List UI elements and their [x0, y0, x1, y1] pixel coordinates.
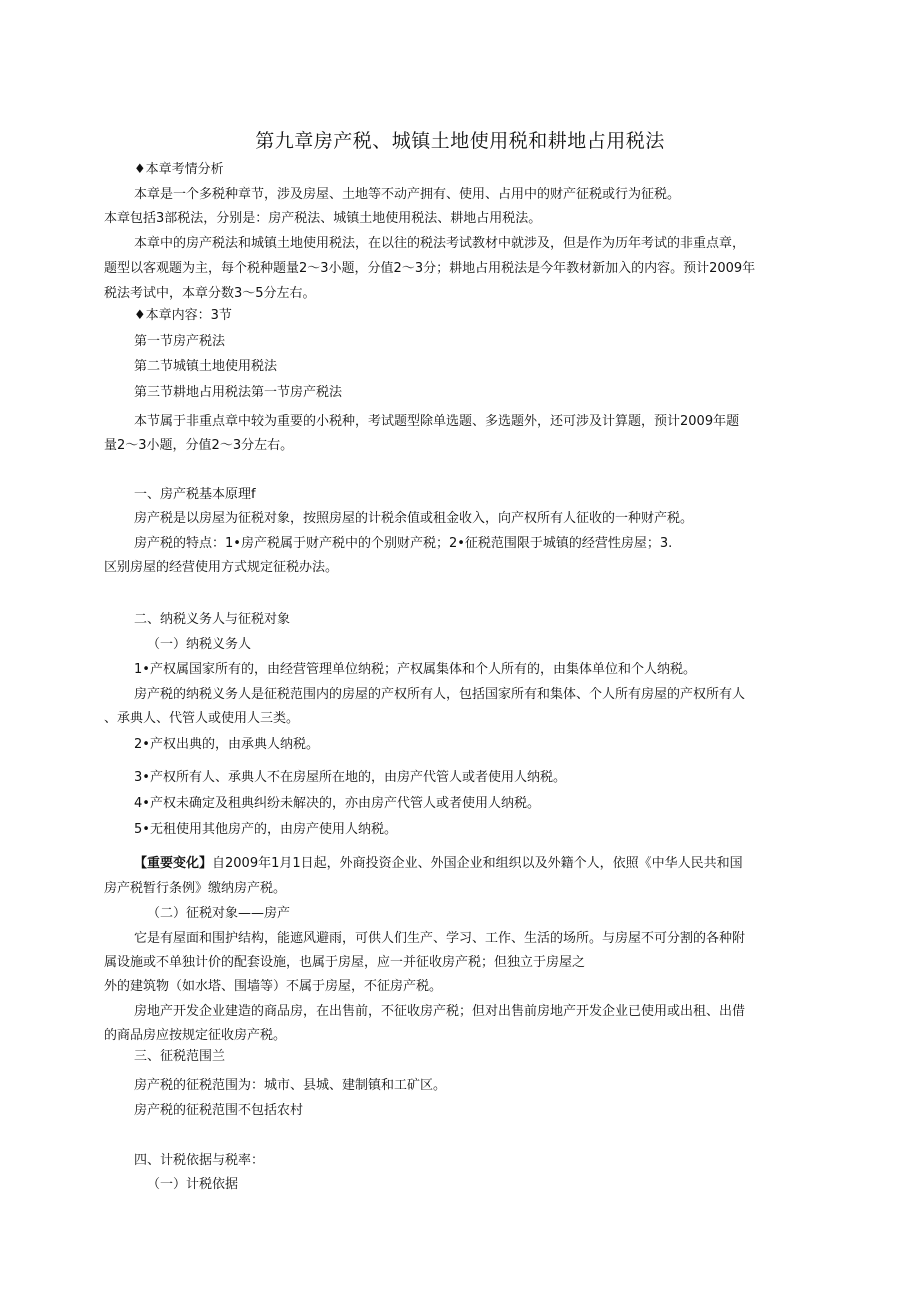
heading-section-4: 四、计税依据与税率：	[134, 1153, 265, 1168]
paragraph-line: 2•产权出典的，由承典人纳税。	[134, 737, 319, 752]
important-change-label: 【重要变化】	[134, 856, 213, 871]
paragraph-line: 它是有屋面和围护结构，能遮风避雨，可供人们生产、学习、工作、生活的场所。与房屋不可分割的各种附	[134, 931, 746, 946]
toc-item: 第二节城镇土地使用税法	[134, 359, 278, 374]
paragraph-line: 房产税的征税范围为：城市、县城、建制镇和工矿区。	[134, 1078, 447, 1093]
paragraph-line: 量2～3小题，分值2～3分左右。	[104, 438, 294, 453]
subheading: （二）征税对象——房产	[147, 906, 291, 921]
paragraph-line: 4•产权未确定及租典纠纷未解决的，亦由房产代管人或者使用人纳税。	[134, 796, 540, 811]
paragraph-line: 房产税的征税范围不包括农村	[134, 1103, 304, 1118]
heading-section-2: 二、纳税义务人与征税对象	[134, 612, 291, 627]
section-marker-analysis: ♦本章考情分析	[134, 162, 224, 177]
paragraph-line: 外的建筑物（如水塔、围墙等）不属于房屋，不征房产税。	[104, 979, 443, 994]
paragraph-line: 属设施或不单独计价的配套设施，也属于房屋，应一并征收房产税；但独立于房屋之	[104, 955, 586, 970]
toc-item: 第一节房产税法	[134, 334, 226, 349]
paragraph-line: 房产税暂行条例》缴纳房产税。	[104, 881, 287, 896]
paragraph-line: 房产税是以房屋为征税对象，按照房屋的计税余值或租金收入，向产权所有人征收的一种财产税。	[134, 511, 694, 526]
paragraph-line: 房产税的特点：1•房产税属于财产税中的个别财产税；2•征税范围限于城镇的经营性房屋；3.	[134, 536, 673, 551]
heading-section-3: 三、征税范围兰	[134, 1049, 226, 1064]
paragraph-line: 、承典人、代管人或使用人三类。	[104, 711, 300, 726]
paragraph-line: 5•无租使用其他房产的，由房产使用人纳税。	[134, 822, 397, 837]
paragraph-line: 本章中的房产税法和城镇土地使用税法，在以往的税法考试教材中就涉及，但是作为历年考试的非重点章，	[134, 236, 746, 251]
important-change-line	[134, 855, 743, 873]
paragraph-line: 3•产权所有人、承典人不在房屋所在地的，由房产代管人或者使用人纳税。	[134, 770, 566, 785]
paragraph-line: 房产税的纳税义务人是征税范围内的房屋的产权所有人，包括国家所有和集体、个人所有房屋的产权所有人	[134, 687, 746, 702]
paragraph-line: 的商品房应按规定征收房产税。	[104, 1028, 287, 1043]
paragraph-line: 1•产权属国家所有的，由经营管理单位纳税；产权属集体和个人所有的，由集体单位和个人纳税。	[134, 662, 696, 677]
paragraph-line: 区别房屋的经营使用方式规定征税办法。	[104, 560, 339, 575]
toc-item: 第三节耕地占用税法第一节房产税法	[134, 385, 343, 400]
paragraph-line: 房地产开发企业建造的商品房，在出售前，不征收房产税；但对出售前房地产开发企业已使用或出租、出借	[134, 1004, 746, 1019]
paragraph-line: 税法考试中，本章分数3～5分左右。	[104, 286, 316, 301]
paragraph-line: 本章是一个多税种章节，涉及房屋、土地等不动产拥有、使用、占用中的财产征税或行为征税。	[134, 187, 681, 202]
important-change-text: 自2009年1月1日起，外商投资企业、外国企业和组织以及外籍个人，依照《中华人民共和国	[212, 856, 743, 871]
heading-section-1: 一、房产税基本原理f	[134, 487, 256, 502]
paragraph-line: 本章包括3部税法，分别是：房产税法、城镇土地使用税法、耕地占用税法。	[104, 211, 542, 226]
subheading: （一）纳税义务人	[147, 637, 252, 652]
paragraph-line: 题型以客观题为主，每个税种题量2～3小题，分值2～3分；耕地占用税法是今年教材新加入的内容。预计2009年	[104, 261, 756, 276]
section-marker-content: ♦本章内容：3节	[134, 308, 232, 323]
chapter-title: 第九章房产税、城镇土地使用税和耕地占用税法	[255, 130, 665, 152]
paragraph-line: 本节属于非重点章中较为重要的小税种，考试题型除单选题、多选题外，还可涉及计算题，预计2009年题	[134, 414, 740, 429]
subheading: （一）计税依据	[147, 1177, 239, 1192]
